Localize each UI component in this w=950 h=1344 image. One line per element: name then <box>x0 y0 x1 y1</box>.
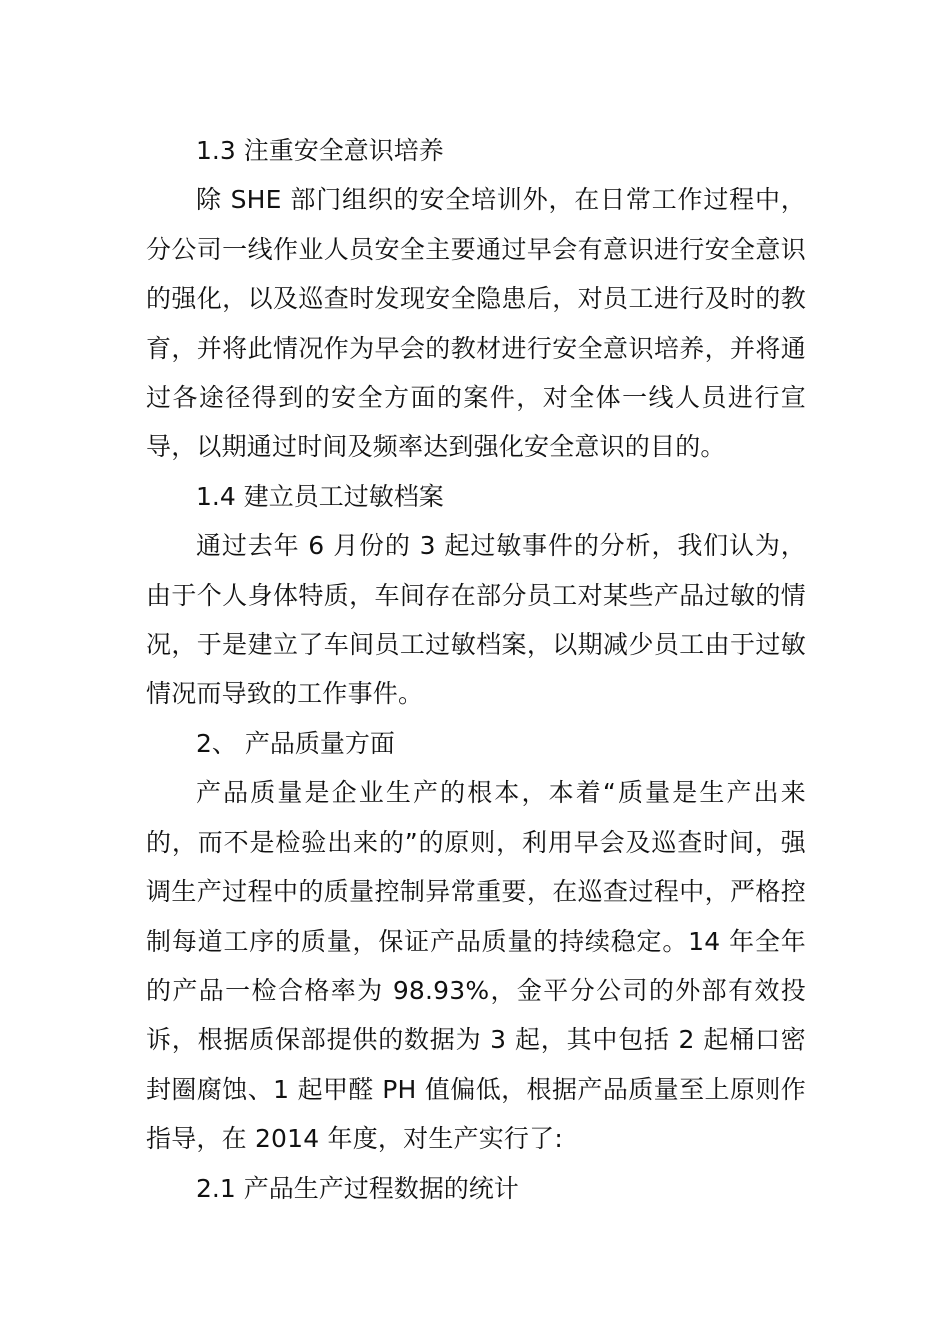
section-heading-2-1: 2.1 产品生产过程数据的统计 <box>196 1173 519 1203</box>
paragraph-safety-awareness: 除 SHE 部门组织的安全培训外，在日常工作过程中，分公司一线作业人员安全主要通过早会有意识进行安全意识的强化，以及巡查时发现安全隐患后，对员工进行及时的教育，并将此情况作为早会的教材进行安全意识培养，并将通过各途径得到的安全方面的案件，对全体一线人员进行宣导，以期通过时间及频率达到强化安全意识的目的。 <box>146 185 806 462</box>
document-body <box>146 126 806 1213</box>
paragraph-allergy-records: 通过去年 6 月份的 3 起过敏事件的分析，我们认为，由于个人身体特质，车间存在部分员工对某些产品过敏的情况，于是建立了车间员工过敏档案，以期减少员工由于过敏情况而导致的工作事件。 <box>146 531 806 709</box>
paragraph-product-quality: 产品质量是企业生产的根本，本着“质量是生产出来的，而不是检验出来的”的原则，利用早会及巡查时间，强调生产过程中的质量控制异常重要，在巡查过程中，严格控制每道工序的质量，保证产品质量的持续稳定。14 年全年的产品一检合格率为 98.93%，金平分公司的外部有效投诉，根据质保部提供的数据为 3 起，其中包括 2 起桶口密封圈腐蚀、1 起甲醛 PH 值偏低，根据产品质量至上原则作指导，在 2014 年度，对生产实行了: <box>146 778 806 1154</box>
section-heading-2: 2、 产品质量方面 <box>196 728 395 758</box>
section-heading-1-4: 1.4 建立员工过敏档案 <box>196 481 444 511</box>
section-heading-1-3: 1.3 注重安全意识培养 <box>196 136 444 165</box>
